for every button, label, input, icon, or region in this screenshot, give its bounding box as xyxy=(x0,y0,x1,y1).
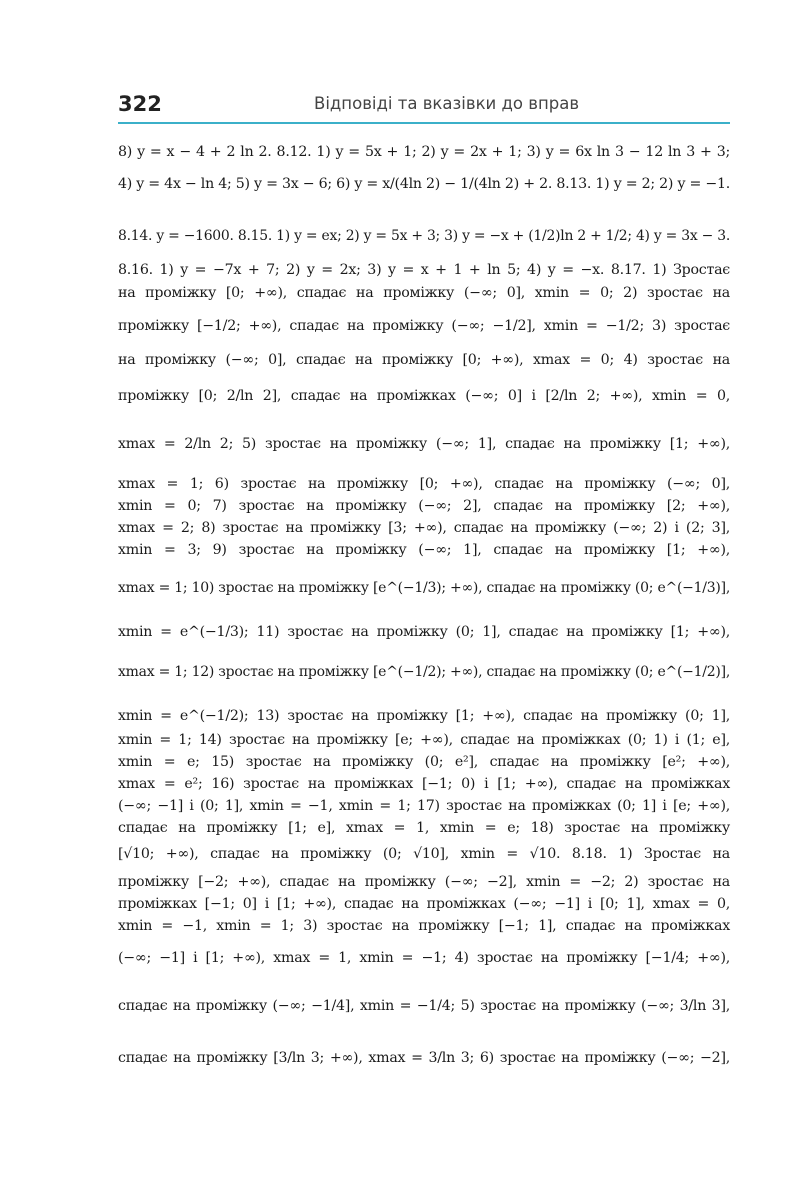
text-line: xmin = 0; 7) зростає на проміжку (−∞; 2], спадає на проміжку [2; +∞), xyxy=(118,498,730,514)
page-number: 322 xyxy=(118,92,162,116)
text-line: xmax = e²; 16) зростає на проміжках [−1; 0) і [1; +∞), спадає на проміжках xyxy=(118,776,730,792)
text-line: 8.16. 1) y = −7x + 7; 2) y = 2x; 3) y = x + 1 + ln 5; 4) y = −x. 8.17. 1) Зростає xyxy=(118,262,730,278)
text-line: спадає на проміжку [3/ln 3; +∞), xmax = 3/ln 3; 6) зростає на проміжку (−∞; −2], xyxy=(118,1050,730,1066)
text-line: на проміжку [0; +∞), спадає на проміжку (−∞; 0], xmin = 0; 2) зростає на xyxy=(118,285,730,301)
text-line: xmin = −1, xmin = 1; 3) зростає на проміжку [−1; 1], спадає на проміжках xyxy=(118,918,730,934)
text-line: проміжку [0; 2/ln 2], спадає на проміжках (−∞; 0] і [2/ln 2; +∞), xmin = 0, xyxy=(118,388,730,404)
text-line: на проміжку (−∞; 0], спадає на проміжку [0; +∞), xmax = 0; 4) зростає на xyxy=(118,352,730,368)
text-line: xmax = 1; 12) зростає на проміжку [e^(−1/2); +∞), спадає на проміжку (0; e^(−1/2)], xyxy=(118,664,731,680)
text-line: xmin = e; 15) зростає на проміжку (0; e²], спадає на проміжку [e²; +∞), xyxy=(118,754,730,770)
text-line: проміжку [−2; +∞), спадає на проміжку (−∞; −2], xmin = −2; 2) зростає на xyxy=(118,874,730,890)
text-line: xmin = 1; 14) зростає на проміжку [e; +∞), спадає на проміжках (0; 1) і (1; e], xyxy=(118,732,730,748)
text-line: xmax = 1; 10) зростає на проміжку [e^(−1/3); +∞), спадає на проміжку (0; e^(−1/3)], xyxy=(118,580,731,596)
text-line: xmin = e^(−1/2); 13) зростає на проміжку [1; +∞), спадає на проміжку (0; 1], xyxy=(118,708,730,724)
text-line: спадає на проміжку (−∞; −1/4], xmin = −1/4; 5) зростає на проміжку (−∞; 3/ln 3], xyxy=(118,998,730,1014)
text-line: xmax = 2/ln 2; 5) зростає на проміжку (−∞; 1], спадає на проміжку [1; +∞), xyxy=(118,436,730,452)
page-header xyxy=(118,92,730,124)
header-divider xyxy=(118,122,730,124)
text-line: [√10; +∞), спадає на проміжку (0; √10], xmin = √10. 8.18. 1) Зростає на xyxy=(118,846,730,862)
text-line: 8) y = x − 4 + 2 ln 2. 8.12. 1) y = 5x + 1; 2) y = 2x + 1; 3) y = 6x ln 3 − 12 ln 3 + 3; xyxy=(118,144,730,160)
text-line: (−∞; −1] і (0; 1], xmin = −1, xmin = 1; 17) зростає на проміжках (0; 1] і [e; +∞), xyxy=(118,798,730,814)
text-line: 4) y = 4x − ln 4; 5) y = 3x − 6; 6) y = x/(4ln 2) − 1/(4ln 2) + 2. 8.13. 1) y = 2; 2) y = −1. xyxy=(118,176,730,192)
text-line: xmax = 2; 8) зростає на проміжку [3; +∞), спадає на проміжку (−∞; 2) і (2; 3], xyxy=(118,520,730,536)
text-line: (−∞; −1] і [1; +∞), xmax = 1, xmin = −1; 4) зростає на проміжку [−1/4; +∞), xyxy=(118,950,730,966)
text-line: проміжках [−1; 0] і [1; +∞), спадає на проміжках (−∞; −1] і [0; 1], xmax = 0, xyxy=(118,896,730,912)
text-line: xmin = 3; 9) зростає на проміжку (−∞; 1], спадає на проміжку [1; +∞), xyxy=(118,542,730,558)
text-line: xmax = 1; 6) зростає на проміжку [0; +∞), спадає на проміжку (−∞; 0], xyxy=(118,476,730,492)
text-line: 8.14. y = −1600. 8.15. 1) y = ex; 2) y = 5x + 3; 3) y = −x + (1/2)ln 2 + 1/2; 4) y = 3x − 3. xyxy=(118,228,730,244)
text-line: проміжку [−1/2; +∞), спадає на проміжку (−∞; −1/2], xmin = −1/2; 3) зростає xyxy=(118,318,730,334)
running-title: Відповіді та вказівки до вправ xyxy=(314,94,580,113)
text-line: xmin = e^(−1/3); 11) зростає на проміжку (0; 1], спадає на проміжку [1; +∞), xyxy=(118,624,730,640)
text-line: спадає на проміжку [1; e], xmax = 1, xmin = e; 18) зростає на проміжку xyxy=(118,820,730,836)
